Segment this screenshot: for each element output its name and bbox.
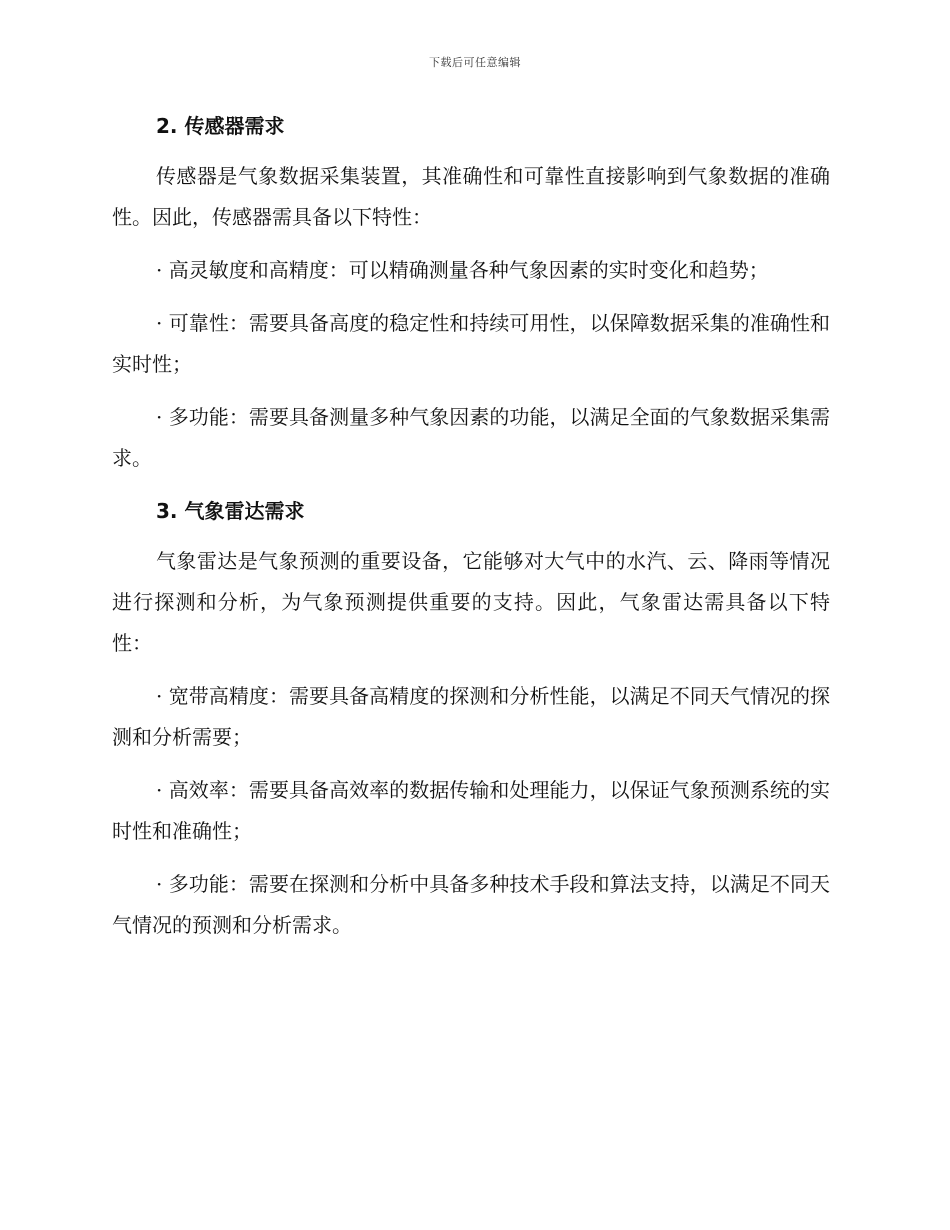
bullet-item: · 高灵敏度和高精度：可以精确测量各种气象因素的实时变化和趋势； [156,258,769,282]
paragraph-intro: 传感器是气象数据采集装置，其准确性和可靠性直接影响到气象数据的准确性。因此，传感器需具备以下特性： [112,164,830,229]
page-header-note: 下载后可任意编辑 [429,56,521,69]
section-weather-radar-requirements [112,491,830,946]
document-body [112,106,830,958]
section-heading: 3. 气象雷达需求 [156,499,305,523]
bullet-item: · 多功能：需要具备测量多种气象因素的功能，以满足全面的气象数据采集需求。 [112,405,830,470]
bullet-item: · 宽带高精度：需要具备高精度的探测和分析性能，以满足不同天气情况的探测和分析需要； [112,684,830,749]
section-heading: 2. 传感器需求 [156,114,285,138]
bullet-item: · 高效率：需要具备高效率的数据传输和处理能力，以保证气象预测系统的实时性和准确性； [112,778,830,843]
section-sensor-requirements [112,106,830,479]
paragraph-intro: 气象雷达是气象预测的重要设备，它能够对大气中的水汽、云、降雨等情况进行探测和分析，为气象预测提供重要的支持。因此，气象雷达需具备以下特性： [112,549,830,655]
bullet-item: · 多功能：需要在探测和分析中具备多种技术手段和算法支持，以满足不同天气情况的预测和分析需求。 [112,872,830,937]
bullet-item: · 可靠性：需要具备高度的稳定性和持续可用性，以保障数据采集的准确性和实时性； [112,311,830,376]
